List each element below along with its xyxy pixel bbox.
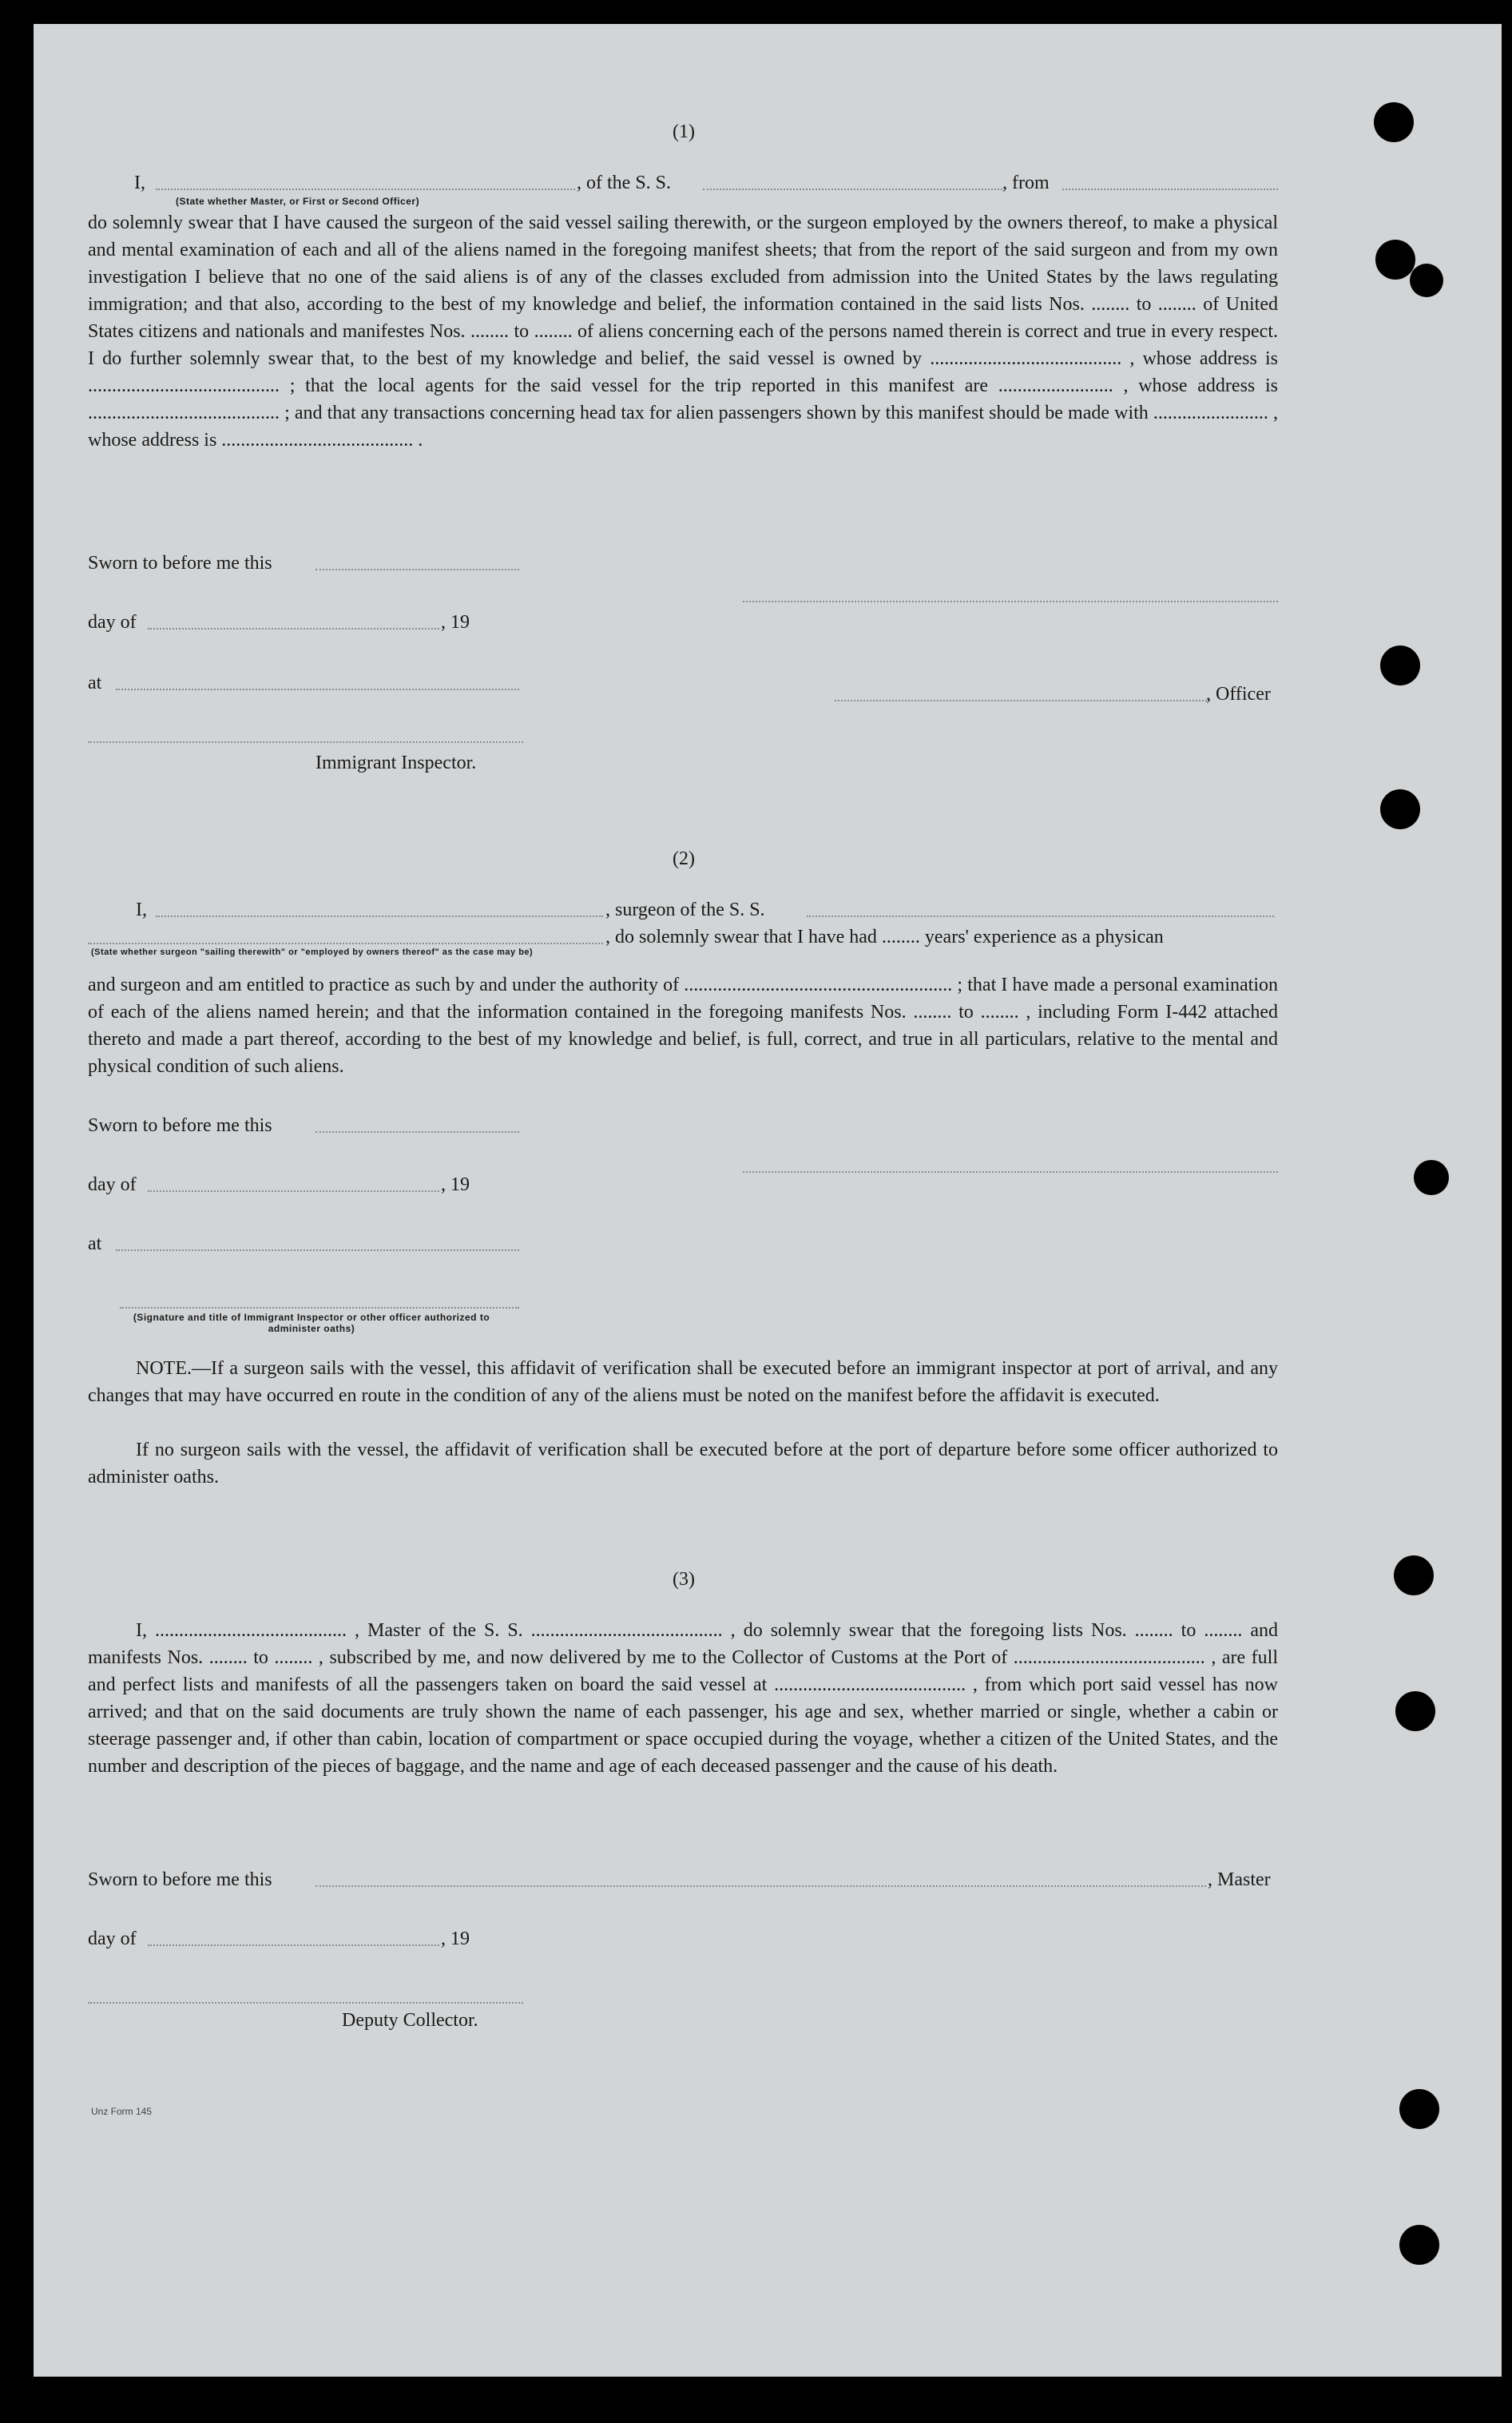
section-3-oath-text: I, ........................................ , Master of the S. S. ........................................ , do solemnly swear that the foregoing lists Nos. ........ to ........ and manifests Nos. ........ to ........ , subscribed by me, and now delivered by me to the Collector of Customs at the Port of ........................................ , are full and perfect lists and manifests of all the passengers taken on board the said vessel at ........................................ , from which port said vessel has now arrived; and that on the said documents are truly shown the name of each passenger, his age and sex, whether married or single, whether a cabin or steerage passenger and, if other than cabin, location of compartment or space occupied during the voyage, whether a citizen of the United States, and the number and description of the pieces of baggage, and the name and age of each deceased passenger and the cause of his death. <box>88 1620 1278 1777</box>
surgeon-vessel-line <box>807 916 1274 917</box>
day-line <box>148 628 439 630</box>
section-3-collector: Deputy Collector. <box>342 2010 478 2031</box>
section-2-at: at <box>88 1233 102 1254</box>
punch-hole <box>1394 1555 1434 1595</box>
punch-hole <box>1399 2225 1439 2265</box>
at-line-2 <box>116 1249 519 1251</box>
section-1-at: at <box>88 673 102 693</box>
form-number: Unz Form 145 <box>91 2106 153 2117</box>
section-2-oath-text: and surgeon and am entitled to practice as such by and under the authority of ........................................................ ; that I have made a personal examination of each of the aliens named herein; and that the information contained in the foregoing manifests Nos. ........ to ........ , including Form I-442 attached thereto and made a part thereof, according to the best of my knowledge and belief, is full, correct, and true in all particulars, relative to the mental and physical condition of such aliens. <box>88 975 1278 1077</box>
section-2-i: I, <box>136 900 147 920</box>
punch-hole <box>1399 2089 1439 2129</box>
note-1: NOTE.—If a surgeon sails with the vessel, this affidavit of verification shall be executed before an immigrant inspector at port of arrival, and any changes that may have occurred en route in the condition of any of the aliens must be noted on the manifest before the affidavit is executed. <box>88 1358 1278 1406</box>
sworn-line-3 <box>315 1885 1206 1887</box>
officer-title-line <box>835 700 1210 701</box>
section-1-sworn: Sworn to before me this <box>88 553 272 574</box>
section-3-day-of: day of <box>88 1928 137 1949</box>
note-2: If no surgeon sails with the vessel, the affidavit of verification shall be executed before at the port of departure before some officer authorized to administer oaths. <box>88 1440 1278 1488</box>
section-3-number: (3) <box>673 1569 695 1590</box>
surgeon-note: (State whether surgeon "sailing therewith" or "employed by owners thereof" as the case may be) <box>91 947 534 957</box>
punch-hole <box>1380 789 1420 829</box>
section-2-number: (2) <box>673 848 695 869</box>
officer-name-line <box>156 189 575 190</box>
punch-hole <box>1414 1160 1449 1195</box>
officer-note: (State whether Master, or First or Second Officer) <box>176 196 420 207</box>
day-line-2 <box>148 1190 439 1192</box>
section-1-of-ss: , of the S. S. <box>577 173 672 193</box>
section-2-experience: , do solemnly swear that I have had ........ years' experience as a physican <box>605 927 1164 947</box>
section-2-sworn: Sworn to before me this <box>88 1115 272 1136</box>
inspector-line <box>88 741 523 743</box>
punch-hole <box>1410 264 1443 297</box>
signature-line-2 <box>743 1171 1278 1173</box>
at-line <box>116 689 519 690</box>
punch-hole <box>1375 240 1415 280</box>
authorized-officer-line <box>120 1307 519 1309</box>
section-1-year: , 19 <box>441 612 470 633</box>
section-3-sworn: Sworn to before me this <box>88 1869 272 1890</box>
surgeon-status-line <box>88 943 603 944</box>
section-1-number: (1) <box>673 121 695 142</box>
section-2-day-of: day of <box>88 1174 137 1195</box>
punch-hole <box>1395 1691 1435 1731</box>
section-1-day-of: day of <box>88 612 137 633</box>
section-3-year: , 19 <box>441 1928 470 1949</box>
section-2-surgeon-of-ss: , surgeon of the S. S. <box>605 900 765 920</box>
section-2-year: , 19 <box>441 1174 470 1195</box>
section-1-i: I, <box>134 173 145 193</box>
sworn-line <box>315 569 519 570</box>
signature-note: (Signature and title of Immigrant Inspector or other officer authorized to administer oaths) <box>133 1312 490 1334</box>
section-1-oath-text: do solemnly swear that I have caused the surgeon of the said vessel sailing therewith, or the surgeon employed by the owners thereof, to make a physical and mental examination of each and all of the aliens named in the foregoing manifest sheets; that from the report of the said surgeon and from my own investigation I believe that no one of the said aliens is of any of the classes excluded from admission into the United States by the laws regulating immigration; and that also, according to the best of my knowledge and belief, the information contained in the said lists Nos. ........ to ........ of United States citizens and nationals and manifestes Nos. ........ to ........ of aliens concerning each of the persons named therein is correct and true in every respect. I do further solemnly swear that, to the best of my knowledge and belief, the said vessel is owned by ........................................ , whose address is ........................................ ; that the local agents for the said vessel for the trip reported in this manifest are ........................ , whose address is ........................................ ; and that any transactions concerning head tax for alien passengers shown by this manifest should be made with ........................ , whose address is ........................................ . <box>88 213 1278 451</box>
section-3-master: , Master <box>1208 1869 1271 1890</box>
surgeon-name-line <box>156 916 603 917</box>
section-1-inspector: Immigrant Inspector. <box>315 753 477 773</box>
sworn-line-2 <box>315 1131 519 1133</box>
section-1-officer: , Officer <box>1206 684 1271 705</box>
vessel-name-line <box>703 189 1002 190</box>
punch-hole <box>1380 645 1420 685</box>
section-1-from: , from <box>1002 173 1050 193</box>
collector-line <box>88 2002 523 2004</box>
punch-hole <box>1374 102 1414 142</box>
departure-port-line <box>1062 189 1278 190</box>
signature-line <box>743 601 1278 602</box>
day-line-3 <box>148 1944 439 1946</box>
